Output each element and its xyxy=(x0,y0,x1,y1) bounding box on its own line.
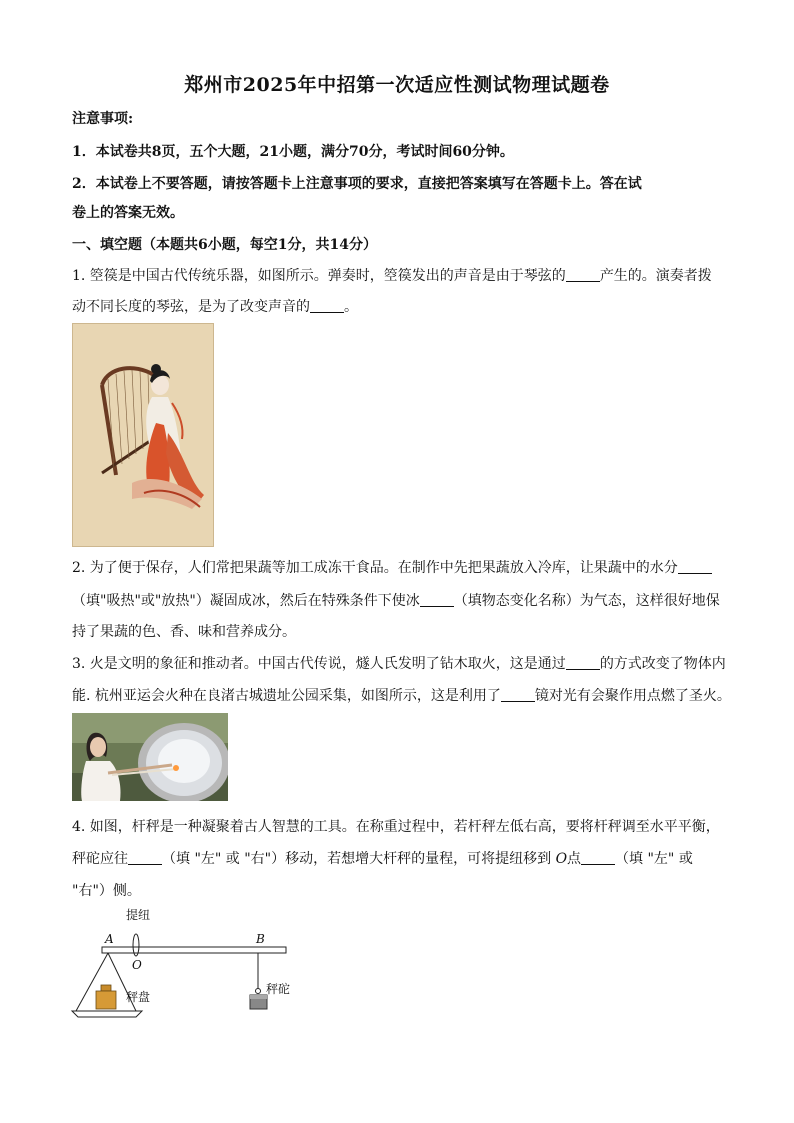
text: （填 "左" 或 "右"）移动，若想增大杆秤的量程，可将提纽移到 xyxy=(162,851,556,867)
konghou-harp-painting xyxy=(72,323,214,547)
question-4-line-2 xyxy=(72,848,732,868)
flame-collection-photo xyxy=(72,713,228,801)
steelyard-diagram xyxy=(70,905,310,1025)
text: 2. 为了便于保存，人们常把果蔬等加工成冻干食品。在制作中先把果蔬放入冷库，让果蔬中的水分 xyxy=(72,560,678,576)
label-o: O xyxy=(132,958,142,972)
answer-blank xyxy=(128,851,162,865)
answer-blank xyxy=(678,560,712,574)
question-3-line-1 xyxy=(72,653,732,673)
label-b: B xyxy=(256,932,265,946)
point-o-label: O xyxy=(555,851,568,867)
notice-item-1: 1．本试卷共8页，五个大题，21小题，满分70分，考试时间60分钟。 xyxy=(72,144,514,160)
text: 镜对光有会聚作用点燃了圣火。 xyxy=(534,688,731,704)
text: （填 "左" 或 xyxy=(615,851,693,867)
notice-heading: 注意事项: xyxy=(72,111,134,127)
text: 秤砣应往 xyxy=(72,851,128,867)
notice-item-2-line-2: 卷上的答案无效。 xyxy=(72,205,184,221)
question-1-line-1 xyxy=(72,265,732,285)
text: （填"吸热"或"放热"）凝固成冰，然后在特殊条件下使冰 xyxy=(72,593,420,609)
section-heading-fill-in: 一、填空题（本题共6小题，每空1分，共14分） xyxy=(72,237,377,253)
question-4-line-1: 4. 如图，杆秤是一种凝聚着古人智慧的工具。在称重过程中，若杆秤左低右高，要将杆秤调至水平平衡， xyxy=(72,819,720,835)
text: 动不同长度的琴弦，是为了改变声音的 xyxy=(72,299,310,315)
page-title: 郑州市2025年中招第一次适应性测试物理试题卷 xyxy=(184,74,610,96)
text: （填物态变化名称）为气态，这样很好地保 xyxy=(453,593,720,609)
text: 能. 杭州亚运会火种在良渚古城遗址公园采集，如图所示，这是利用了 xyxy=(72,688,501,704)
answer-blank xyxy=(501,688,535,702)
text: 点 xyxy=(567,851,582,867)
answer-blank xyxy=(310,299,344,313)
label-a: A xyxy=(105,932,114,946)
question-2-line-1 xyxy=(72,557,732,577)
label-chengpan: 秤盘 xyxy=(126,990,151,1004)
text: 的方式改变了物体内 xyxy=(599,656,726,672)
question-2-line-2 xyxy=(72,590,732,610)
answer-blank xyxy=(566,656,600,670)
question-4-line-3: "右"）侧。 xyxy=(72,883,141,899)
notice-item-2-line-1: 2．本试卷上不要答题，请按答题卡上注意事项的要求，直接把答案填写在答题卡上。答在试 xyxy=(72,176,642,192)
question-2-line-3: 持了果蔬的色、香、味和营养成分。 xyxy=(72,624,296,640)
label-tizhu: 提纽 xyxy=(126,908,151,922)
answer-blank xyxy=(420,593,454,607)
answer-blank xyxy=(566,268,600,282)
text: 产生的。演奏者拨 xyxy=(599,268,712,284)
label-chengtuo: 秤砣 xyxy=(266,982,291,996)
question-3-line-2 xyxy=(72,685,732,705)
text: 1. 箜篌是中国古代传统乐器，如图所示。弹奏时，箜篌发出的声音是由于琴弦的 xyxy=(72,268,566,284)
answer-blank xyxy=(581,851,615,865)
question-1-line-2 xyxy=(72,296,732,316)
text: 。 xyxy=(344,299,358,315)
text: 3. 火是文明的象征和推动者。中国古代传说，燧人氏发明了钻木取火，这是通过 xyxy=(72,656,566,672)
